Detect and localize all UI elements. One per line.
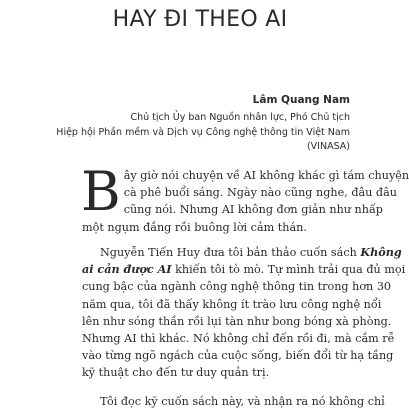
text-line: vào từng ngõ ngách của cuộc sống, biến đổi từ hạ tầng xyxy=(82,349,394,363)
book-title-part: ai cản được AI xyxy=(82,262,172,277)
text-line: Nhưng AI thì khác. Nó không chỉ đến rồi đi, mà cắm rễ xyxy=(82,332,395,346)
paragraph-partial xyxy=(82,393,385,410)
text-line: năm qua, tôi đã thấy không ít trào lưu công nghệ nổi xyxy=(82,297,382,311)
drop-cap: B xyxy=(81,160,121,223)
text-line: cũng nói. Nhưng AI không đơn giản như nhấp xyxy=(123,203,383,217)
text-line xyxy=(82,261,406,278)
author-name: Lâm Quang Nam xyxy=(252,94,350,106)
text-line xyxy=(82,244,402,261)
text-line: kỹ thuật cho đến tư duy quản trị. xyxy=(82,366,270,380)
text-line: ây giờ nói chuyện về AI không khác gì tám chuyện xyxy=(123,169,409,182)
chapter-title: HAY ĐI THEO AI xyxy=(112,7,288,32)
text-run: khiến tôi tò mò. Tự mình trải qua đủ mọi xyxy=(171,263,406,277)
text-line: lên như sóng thần rồi lụi tàn như bong bóng xà phòng. xyxy=(82,314,392,328)
text-line: Tôi đọc kỹ cuốn sách này, và nhận ra nó không chỉ xyxy=(100,395,385,408)
text-line: một ngụm đắng rồi buông lời cảm thán. xyxy=(82,220,307,234)
text-run: Nguyễn Tiến Huy đưa tôi bản thảo cuốn sách xyxy=(100,246,361,259)
book-title-part: Không xyxy=(360,245,402,259)
text-line: cung bậc của ngành công nghệ thông tin trong hơn 30 xyxy=(82,280,392,294)
paragraph-intro xyxy=(81,160,409,236)
affiliation-line: (VINASA) xyxy=(306,141,350,152)
affiliation-line: Hiệp hội Phần mềm và Dịch vụ Công nghệ thông tin Việt Nam xyxy=(56,126,350,138)
text-line: cà phê buổi sáng. Ngày nào cũng nghe, đâu đâu xyxy=(123,186,397,200)
author-affiliation xyxy=(50,111,350,155)
paragraph-manuscript xyxy=(82,244,406,382)
affiliation-line: Chủ tịch Ủy ban Nguồn nhân lực, Phó Chủ tịch xyxy=(130,112,350,123)
